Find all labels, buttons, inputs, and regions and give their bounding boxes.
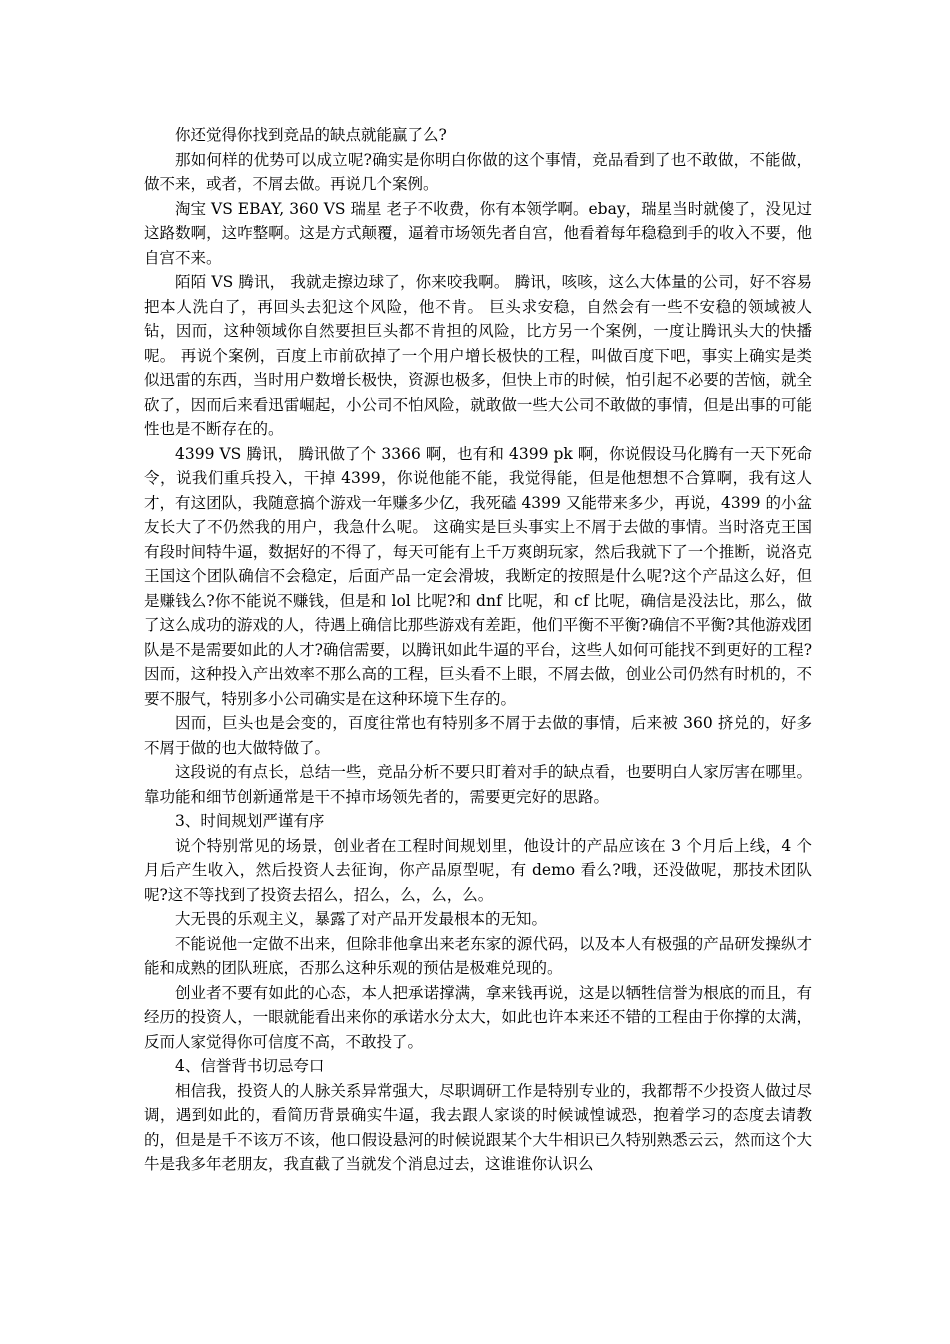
paragraph-10: 不能说他一定做不出来，但除非他拿出来老东家的源代码，以及本人有极强的产品研发操纵才能和成熟的团队班底，否那么这种乐观的预估是极难兑现的。 — [144, 934, 812, 977]
paragraph-12: 相信我，投资人的人脉关系异常强大，尽职调研工作是特别专业的，我都帮不少投资人做过尽调，遇到如此的，看简历背景确实牛逼，我去跟人家谈的时候诚惶诚恐，抱着学习的态度去请教的，但是是千不该万不该，他口假设悬河的时候说跟某个大牛相识已久特别熟悉云云，然而这个大牛是我多年老朋友，我直截了当就发个消息过去，这谁谁你认识么 — [144, 1081, 812, 1173]
paragraph-9: 大无畏的乐观主义，暴露了对产品开发最根本的无知。 — [175, 910, 548, 928]
paragraph-7: 这段说的有点长，总结一些，竞品分析不要只盯着对手的缺点看，也要明白人家厉害在哪里。靠功能和细节创新通常是干不掉市场领先者的，需要更完好的思路。 — [144, 763, 812, 806]
paragraph-4: 陌陌 VS 腾讯， 我就走擦边球了，你来咬我啊。 腾讯，咳咳，这么大体量的公司，好不容易把本人洗白了，再回头去犯这个风险，他不肯。 巨头求安稳，自然会有一些不安稳的领域被人钻，因而，这种领域你自然要担巨头都不肯担的风险，比方另一个案例，一度让腾讯头大的快播呢。 再说个案例，百度上市前砍掉了一个用户增长极快的工程，叫做百度下吧，事实上确实是类似迅雷的东西，当时用户数增长极快，资源也极多，但快上市的时候，怕引起不必要的苦恼，就全砍了，因而后来看迅雷崛起，小公司不怕风险，就敢做一些大公司不敢做的事情，但是出事的可能性也是不断存在的。 — [144, 273, 812, 438]
paragraph-6: 因而，巨头也是会变的，百度往常也有特别多不屑于去做的事情，后来被 360 挤兑的，好多不屑于做的也大做特做了。 — [144, 714, 812, 757]
paragraph-8: 说个特别常见的场景，创业者在工程时间规划里，他设计的产品应该在 3 个月后上线，4 个月后产生收入，然后投资人去征询，你产品原型呢，有 demo 看么?哦，还没做呢，那技术团队呢?这不等找到了投资去招么，招么，么，么，么。 — [144, 836, 812, 904]
paragraph-11: 创业者不要有如此的心态，本人把承诺撑满，拿来钱再说，这是以牺牲信誉为根底的而且，有经历的投资人，一眼就能看出来你的承诺水分太大，如此也许本来还不错的工程由于你撑的太满，反而人家觉得你可信度不高，不敢投了。 — [144, 983, 812, 1051]
paragraph-1: 你还觉得你找到竞品的缺点就能赢了么? — [175, 126, 447, 144]
section-heading-4: 4、信誉背书切忌夸口 — [175, 1057, 325, 1075]
paragraph-3: 淘宝 VS EBAY, 360 VS 瑞星 老子不收费，你有本领学啊。ebay，瑞星当时就傻了，没见过这路数啊，这咋整啊。这是方式颠覆，逼着市场领先者自宫，他看着每年稳稳到手的收入不要，他自宫不来。 — [144, 199, 812, 267]
document-body — [144, 123, 812, 1177]
paragraph-2: 那如何样的优势可以成立呢?确实是你明白你做的这个事情，竞品看到了也不敢做，不能做，做不来，或者，不屑去做。再说几个案例。 — [144, 150, 812, 193]
section-heading-3: 3、时间规划严谨有序 — [175, 812, 325, 830]
paragraph-5: 4399 VS 腾讯， 腾讯做了个 3366 啊，也有和 4399 pk 啊，你说假设马化腾有一天下死命令，说我们重兵投入，干掉 4399，你说他能不能，我觉得能，但是他想想不合算啊，我有这人才，有这团队，我随意搞个游戏一年赚多少亿，我死磕 4399 又能带来多少，再说，4399 的小盆友长大了不仍然我的用户，我急什么呢。 这确实是巨头事实上不屑于去做的事情。当时洛克王国有段时间特牛逼，数据好的不得了，每天可能有上千万爽朗玩家，然后我就下了一个推断，说洛克王国这个团队确信不会稳定，后面产品一定会滑坡，我断定的按照是什么呢?这个产品这么好，但是赚钱么?你不能说不赚钱，但是和 lol 比呢?和 dnf 比呢，和 cf 比呢，确信是没法比，那么，做了这么成功的游戏的人，待遇上确信比那些游戏有差距，他们平衡不平衡?确信不平衡?其他游戏团队是不是需要如此的人才?确信需要，以腾讯如此牛逼的平台，这些人如何可能找不到更好的工程?因而，这种投入产出效率不那么高的工程，巨头看不上眼，不屑去做，创业公司仍然有时机的，不要不服气，特别多小公司确实是在这种环境下生存的。 — [144, 444, 812, 708]
